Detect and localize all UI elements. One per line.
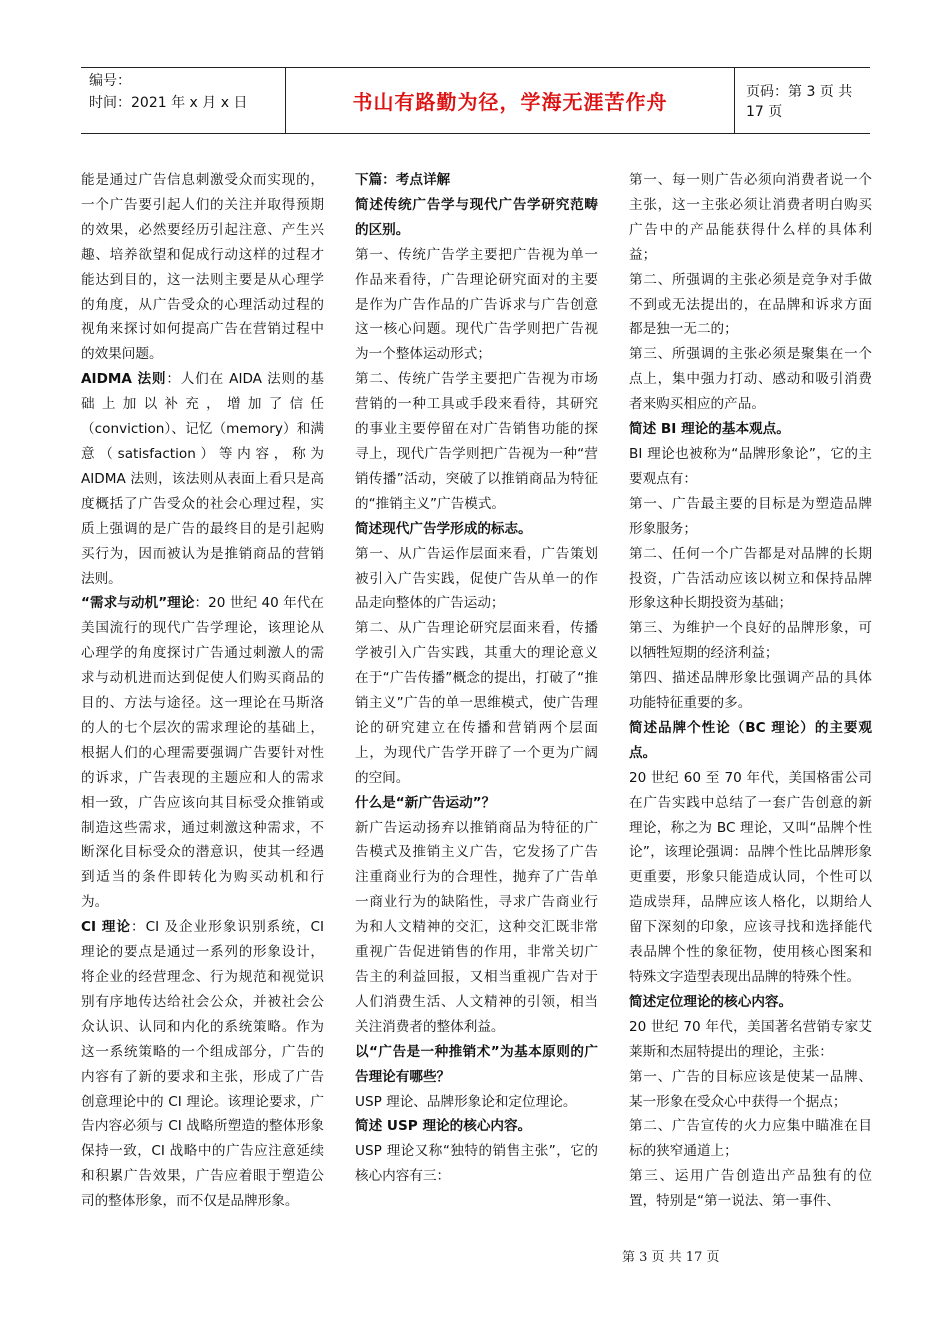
paragraph	[355, 193, 598, 243]
column-2	[355, 168, 598, 1189]
paragraph-text: 20 世纪 60 至 70 年代，美国格雷公司在广告实践中总结了一套广告创意的新理论，称之为 BC 理论，又叫“品牌个性论”，该理论强调：品牌个性比品牌形象更重要，形象只能造成认同，个性可以造成崇拜，品牌应该人格化，以期给人留下深刻的印象，应该寻找和选择能代表品牌个性的象征物，使用核心图案和特殊文字造型表现出品牌的特殊个性。	[629, 769, 872, 985]
paragraph-heading: “需求与动机”理论	[81, 595, 195, 612]
paragraph-heading: 什么是“新广告运动”？	[355, 794, 496, 811]
paragraph	[629, 1065, 872, 1115]
paragraph-heading: 下篇：考点详解	[355, 172, 451, 188]
paragraph	[629, 616, 872, 666]
paragraph-text: 第二、传统广告学主要把广告视为市场营销的一种工具或手段来看待，其研究的事业主要停留在对广告销售功能的探寻上，现代广告学则把广告视为一种“营销传播”活动，突破了以推销商品为特征的“推销主义”广告模式。	[355, 371, 598, 512]
paragraph-text: ：人们在 AIDA 法则的基础上加以补充，增加了信任（conviction）、记忆（memory）和满意（satisfaction）等内容，称为 AIDMA 法则，该法则从表面上看只是高度概括了广告受众的社会心理过程，实质上强调的是广告的最终目的是引起购买行为，因而被认为是推销商品的营销法则。	[81, 371, 324, 587]
paragraph	[355, 367, 598, 516]
page-label: 页码：第 3 页 共 17 页	[746, 83, 853, 120]
paragraph	[355, 616, 598, 790]
paragraph-heading: CI 理论	[81, 919, 131, 936]
page-footer	[622, 1246, 719, 1265]
paragraph	[629, 268, 872, 343]
paragraph-text: ：20 世纪 40 年代在美国流行的现代广告学理论，该理论从心理学的角度探讨广告通过刺激人的需求与动机进而达到促使人们购买商品的目的、方法与途径。这一理论在马斯洛的人的七个层次的需求理论的基础上，根据人们的心理需要强调广告要针对性的诉求，广告表现的主题应和人的需求相一致，广告应该向其目标受众推销或制造这些需求，通过刺激这种需求，不断深化目标受众的潜意识，使其一经遇到适当的条件即转化为购买动机和行为。	[81, 595, 325, 911]
paragraph	[81, 168, 324, 367]
paragraph-text: 能是通过广告信息刺激受众而实现的，一个广告要引起人们的关注并取得预期的效果，必然要经历引起注意、产生兴趣、培养欲望和促成行动这样的过程才能达到目的，这一法则主要是从心理学的角度，从广告受众的心理活动过程的视角来探讨如何提高广告在营销过程中的效果问题。	[81, 172, 324, 363]
paragraph	[629, 716, 872, 766]
paragraph-text: ：CI 及企业形象识别系统，CI 理论的要点是通过一系列的形象设计，将企业的经营理念、行为规范和视觉识别有序地传达给社会公众，并被社会公众认识、认同和内化的系统策略。作为这一系统策略的一个组成部分，广告的内容有了新的要求和主张，形成了广告创意理论中的 CI 理论。该理论要求，广告内容必须与 CI 战略所塑造的整体形象保持一致，CI 战略中的广告应注意延续和积累广告效果，广告应着眼于塑造公司的整体形象，而不仅是品牌形象。	[81, 919, 324, 1210]
paragraph	[629, 492, 872, 542]
paragraph-text: 第二、任何一个广告都是对品牌的长期投资，广告活动应该以树立和保持品牌形象这种长期投资为基础；	[629, 545, 872, 612]
paragraph	[355, 1040, 598, 1090]
motto: 书山有路勤为径，学海无涯苦作舟	[352, 90, 668, 114]
paragraph-heading: 简述现代广告学形成的标志。	[355, 520, 532, 537]
paragraph-text: 第三、运用广告创造出产品独有的位置，特别是“第一说法、第一事件、	[629, 1168, 872, 1210]
paragraph	[355, 542, 598, 617]
paragraph-text: USP 理论、品牌形象论和定位理论。	[355, 1093, 577, 1110]
paragraph-text: 第一、每一则广告必须向消费者说一个主张，这一主张必须让消费者明白购买广告中的产品能获得什么样的具体利益；	[629, 172, 872, 263]
paragraph	[81, 591, 324, 915]
page-header	[81, 67, 870, 134]
paragraph	[355, 168, 598, 193]
paragraph-text: 第一、传统广告学主要把广告视为单一作品来看待，广告理论研究面对的主要是作为广告作品的广告诉求与广告创意这一核心问题。现代广告学则把广告视为一个整体运动形式；	[355, 246, 598, 363]
paragraph-text: 第二、广告宣传的火力应集中瞄准在目标的狭窄通道上；	[629, 1118, 872, 1160]
paragraph	[629, 1114, 872, 1164]
paragraph	[355, 1090, 598, 1115]
paragraph-heading: 以“广告是一种推销术”为基本原则的广告理论有哪些？	[355, 1043, 598, 1085]
paragraph	[629, 990, 872, 1015]
paragraph-text: 20 世纪 70 年代，美国著名营销专家艾莱斯和杰屈特提出的理论，主张：	[629, 1018, 872, 1060]
paragraph-text: BI 理论也被称为“品牌形象论”，它的主要观点有：	[629, 445, 872, 487]
time-label: 时间：2021 年 x 月 x 日	[89, 95, 248, 111]
paragraph-text: 第三、为维护一个良好的品牌形象，可以牺牲短期的经济利益；	[629, 620, 872, 662]
header-motto-cell	[285, 68, 735, 133]
header-meta	[89, 70, 247, 114]
paragraph-heading: 简述定位理论的核心内容。	[629, 993, 793, 1010]
paragraph	[355, 517, 598, 542]
paragraph	[355, 1139, 598, 1189]
paragraph	[629, 442, 872, 492]
paragraph-heading: 简述 BI 理论的基本观点。	[629, 421, 790, 438]
paragraph-text: USP 理论又称“独特的销售主张”，它的核心内容有三：	[355, 1143, 598, 1185]
paragraph-heading: 简述品牌个性论（BC 理论）的主要观点。	[629, 719, 872, 761]
paragraph-text: 第一、广告最主要的目标是为塑造品牌形象服务；	[629, 495, 872, 537]
paragraph-heading: 简述 USP 理论的核心内容。	[355, 1118, 532, 1135]
paragraph	[81, 915, 324, 1214]
column-1	[81, 168, 324, 1214]
paragraph	[629, 766, 872, 990]
paragraph-text: 新广告运动扬弃以推销商品为特征的广告模式及推销主义广告，它发扬了广告注重商业行为的合理性，抛弃了广告单一商业行为的缺陷性，寻求广告商业行为和人文精神的交汇，这种交汇既非常重视广告促进销售的作用，非常关切广告主的利益回报，又相当重视广告对于人们消费生活、人文精神的引领，相当关注消费者的整体利益。	[355, 819, 598, 1035]
paragraph-text: 第四、描述品牌形象比强调产品的具体功能特征重要的多。	[629, 670, 872, 712]
paragraph	[629, 342, 872, 417]
paragraph	[629, 542, 872, 617]
paragraph	[81, 367, 324, 591]
page-indicator	[746, 68, 870, 133]
paragraph	[629, 417, 872, 442]
paragraph-heading: AIDMA 法则	[81, 371, 167, 388]
column-3	[629, 168, 872, 1214]
paragraph	[629, 1015, 872, 1065]
number-label: 编号：	[89, 73, 131, 89]
paragraph-text: 第一、从广告运作层面来看，广告策划被引入广告实践，促使广告从单一的作品走向整体的广告运动；	[355, 545, 598, 612]
paragraph	[355, 1114, 598, 1139]
paragraph	[629, 1164, 872, 1214]
paragraph	[355, 243, 598, 368]
footer-page-number: 第 3 页 共 17 页	[622, 1250, 720, 1265]
paragraph	[355, 816, 598, 1040]
paragraph-heading: 简述传统广告学与现代广告学研究范畴的区别。	[355, 196, 598, 238]
paragraph-text: 第二、所强调的主张必须是竞争对手做不到或无法提出的，在品牌和诉求方面都是独一无二的；	[629, 271, 872, 338]
paragraph-text: 第一、广告的目标应该是使某一品牌、某一形象在受众心中获得一个据点；	[629, 1068, 872, 1110]
paragraph-text: 第三、所强调的主张必须是聚集在一个点上，集中强力打动、感动和吸引消费者来购买相应的产品。	[629, 346, 872, 413]
paragraph	[629, 666, 872, 716]
paragraph	[355, 791, 598, 816]
paragraph-text: 第二、从广告理论研究层面来看，传播学被引入广告实践，其重大的理论意义在于“广告传播”概念的提出，打破了“推销主义”广告的单一思维模式，使广告理论的研究建立在传播和营销两个层面上，为现代广告学开辟了一个更为广阔的空间。	[355, 620, 598, 786]
paragraph	[629, 168, 872, 268]
